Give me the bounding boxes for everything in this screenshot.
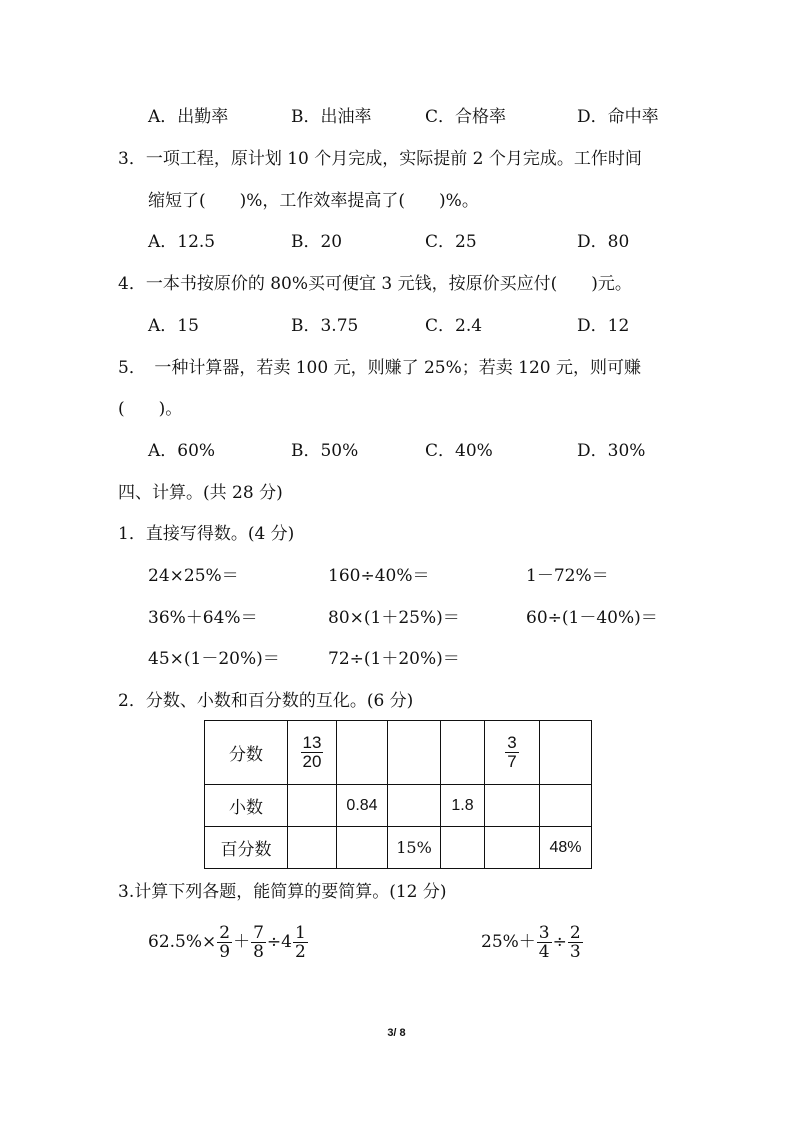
mental-math-item: 160÷40%＝ — [328, 566, 430, 586]
q4-option-c: C．2.4 — [425, 316, 483, 336]
row-label: 小数 — [205, 785, 288, 827]
fraction: $\frac{7}{8}$ — [253, 923, 264, 962]
table-cell — [485, 827, 540, 869]
q5-option-d: D．30% — [577, 441, 646, 461]
mental-math-item: 45×(1－20%)＝ — [148, 649, 280, 669]
q5-line1: 5． 一种计算器，若卖 100 元，则赚了 25%；若卖 120 元，则可赚 — [118, 358, 642, 378]
q2-option-a: A．出勤率 — [148, 107, 229, 127]
q3-option-d: D．80 — [577, 232, 630, 252]
table-cell — [288, 785, 337, 827]
table-cell: 15% — [388, 827, 441, 869]
q4-option-b: B．3.75 — [291, 316, 359, 336]
expression-1: 62.5%× $\frac{2}{9}$ ＋ $\frac{7}{8}$ ÷4 $\frac{1}{2}$ — [148, 923, 306, 962]
table-cell — [337, 721, 388, 785]
q5-option-c: C．40% — [425, 441, 493, 461]
table-cell — [337, 827, 388, 869]
table-cell: 1.8 — [441, 785, 485, 827]
q3-line1: 3．一项工程，原计划 10 个月完成，实际提前 2 个月完成。工作时间 — [118, 149, 642, 169]
fraction: $\frac{3}{4}$ — [538, 923, 550, 962]
q3-option-a: A．12.5 — [148, 232, 216, 252]
q2-option-b: B．出油率 — [291, 107, 372, 127]
fraction: $\frac{2}{9}$ — [219, 923, 231, 962]
mental-math-item: 1－72%＝ — [526, 566, 609, 586]
table-cell: 0.84 — [337, 785, 388, 827]
mental-math-item: 72÷(1＋20%)＝ — [328, 649, 460, 669]
q4-option-d: D．12 — [577, 316, 630, 336]
mental-math-item: 24×25%＝ — [148, 566, 239, 586]
table-cell — [288, 721, 337, 785]
q2-option-d: D．命中率 — [577, 107, 659, 127]
q4-option-a: A．15 — [148, 316, 199, 336]
table-cell — [540, 785, 592, 827]
table-cell — [485, 785, 540, 827]
q5-option-a: A．60% — [148, 441, 216, 461]
table-cell — [540, 721, 592, 785]
table-row-percent — [205, 827, 592, 869]
fraction: $\frac{2}{3}$ — [569, 923, 581, 962]
page-number: 3/ 8 — [387, 1027, 406, 1039]
part1-title: 1．直接写得数。(4 分) — [118, 524, 295, 544]
expression-2: 25%＋ $\frac{3}{4}$ ÷ $\frac{2}{3}$ — [481, 923, 581, 962]
table-cell — [388, 785, 441, 827]
fraction: $\frac{13}{20}$ — [302, 733, 322, 771]
table-cell — [288, 827, 337, 869]
q3-line2: 缩短了( )%，工作效率提高了( )%。 — [148, 191, 479, 211]
section4-title: 四、计算。(共 28 分) — [118, 483, 283, 503]
part3-title: 3.计算下列各题，能简算的要简算。(12 分) — [118, 882, 447, 902]
mental-math-item: 36%＋64%＝ — [148, 608, 258, 628]
row-label: 分数 — [205, 721, 288, 785]
q5-line2: ( )。 — [118, 399, 183, 419]
mental-math-item: 60÷(1－40%)＝ — [526, 608, 658, 628]
table-row-fraction — [205, 721, 592, 785]
row-label: 百分数 — [205, 827, 288, 869]
q5-option-b: B．50% — [291, 441, 359, 461]
table-cell — [485, 721, 540, 785]
mental-math-item: 80×(1＋25%)＝ — [328, 608, 460, 628]
q4-line1: 4．一本书按原价的 80%买可便宜 3 元钱，按原价买应付( )元。 — [118, 274, 632, 294]
table-row-decimal — [205, 785, 592, 827]
table-cell: 48% — [540, 827, 592, 869]
fraction: $\frac{3}{7}$ — [507, 733, 517, 771]
q3-option-b: B．20 — [291, 232, 343, 252]
q3-option-c: C．25 — [425, 232, 477, 252]
table-cell — [388, 721, 441, 785]
conversion-table — [204, 720, 592, 869]
table-cell — [441, 827, 485, 869]
table-cell — [441, 721, 485, 785]
part2-title: 2．分数、小数和百分数的互化。(6 分) — [118, 691, 414, 711]
fraction: $\frac{1}{2}$ — [294, 923, 306, 962]
q2-option-c: C．合格率 — [425, 107, 507, 127]
